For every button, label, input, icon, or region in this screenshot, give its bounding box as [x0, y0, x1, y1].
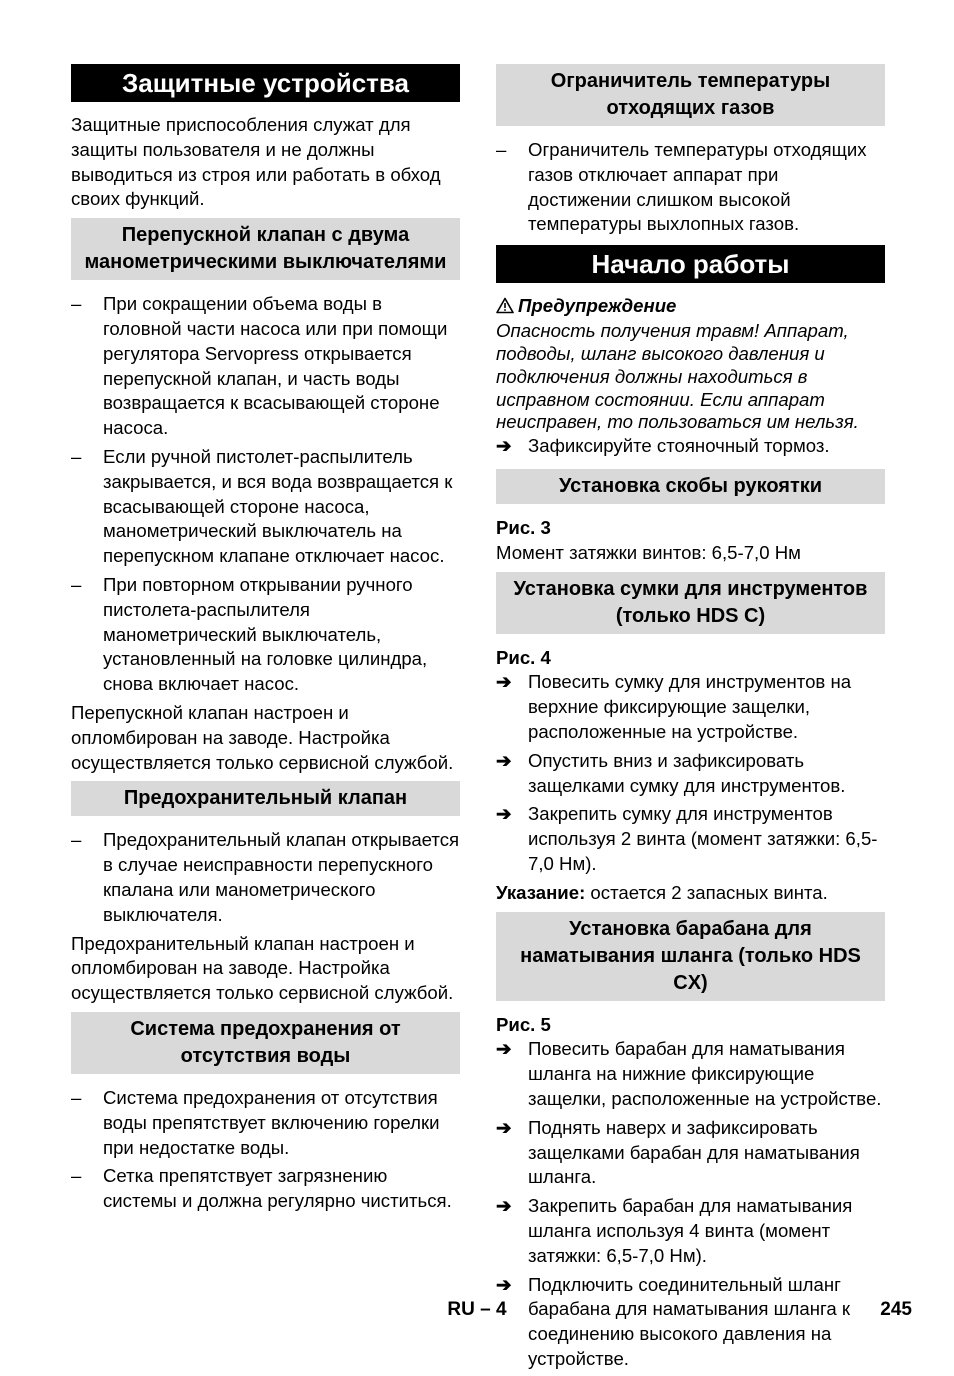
list-item-text: Сетка препятствует загрязнению системы и должна регулярно чиститься. [103, 1165, 452, 1212]
figure-ref: Рис. 5 [496, 1013, 551, 1035]
list-item [496, 749, 885, 799]
warning-text: Опасность получения травм! Аппарат, подводы, шланг высокого давления и подключения должны находиться в исправном состоянии. Если аппарат неисправен, то пользоваться им нельзя. [496, 320, 859, 433]
list-item [71, 573, 460, 697]
heading-exhaust-limiter: Ограничитель температуры отходящих газов [496, 64, 885, 126]
footer-page-number: 245 [880, 1299, 912, 1320]
list-item [496, 434, 885, 459]
list-item-text: При сокращении объема воды в головной части насоса или при помощи регулятора Servopress открывается перепускной клапан, и часть воды возвращается к всасывающей стороне насоса. [103, 293, 448, 439]
list-item-text: Подключить соединительный шланг барабана для наматывания шланга к соединению высокого давления на устройстве. [528, 1273, 851, 1369]
list-item-text: Ограничитель температуры отходящих газов отключает аппарат при достижении слишком высокой температуры выхлопных газов. [528, 139, 867, 235]
arrow-right-icon: ➔ [496, 1195, 512, 1217]
list-item [496, 138, 885, 237]
arrow-right-icon: ➔ [496, 1273, 512, 1295]
bypass-note-paragraph: Перепускной клапан настроен и опломбирован на заводе. Настройка осуществляется только сервисной службой. [71, 701, 454, 773]
note-label: Указание: [496, 881, 586, 903]
dash-marker: – [71, 1086, 82, 1108]
torque-paragraph: Момент затяжки винтов: 6,5-7,0 Нм [496, 541, 801, 563]
list-item [71, 1086, 460, 1160]
list-item-text: Предохранительный клапан открывается в случае неисправности перепускного кпалана или манометрического выключателя. [103, 829, 460, 925]
arrow-right-icon: ➔ [496, 435, 512, 457]
list-item [496, 1273, 885, 1372]
heading-safety-valve: Предохранительный клапан [71, 781, 460, 816]
arrow-right-icon: ➔ [496, 1116, 512, 1138]
list-item [71, 292, 460, 441]
list-item [496, 1116, 885, 1190]
figure-ref: Рис. 4 [496, 646, 551, 668]
warning-title-text: Предупреждение [518, 295, 677, 317]
list-item [496, 670, 885, 744]
heading-tool-bag-install: Установка сумки для инструментов (только HDS C) [496, 572, 885, 634]
intro-paragraph: Защитные приспособления служат для защиты пользователя и не должны выводиться из строя или работать в обход своих функций. [71, 114, 441, 210]
note-paragraph [496, 881, 885, 906]
heading-bypass-valve: Перепускной клапан с двума манометрическими выключателями [71, 218, 460, 280]
list-item-text: Система предохранения от отсутствия воды препятствует включению горелки при недостатке воды. [103, 1086, 440, 1158]
list-item-text: Повесить сумку для инструментов на верхние фиксирующие защелки, расположенные на устройстве. [528, 671, 852, 742]
dash-marker: – [496, 139, 507, 160]
list-item-text: При повторном открывании ручного пистолета-распылителя манометрический выключатель, установленный на головке цилиндра, снова включает насос. [103, 573, 428, 695]
heading-start-operation: Начало работы [496, 245, 885, 283]
safety-note-paragraph: Предохранительный клапан настроен и опломбирован на заводе. Настройка осуществляется только сервисной службой. [71, 932, 454, 1004]
heading-hose-drum-install: Установка барабана для наматывания шланга (только HDS CX) [496, 912, 885, 1001]
list-item-text: Зафиксируйте стояночный тормоз. [528, 435, 830, 457]
heading-protective-devices: Защитные устройства [71, 64, 460, 102]
list-item-text: Закрепить сумку для инструментов используя 2 винта (момент затяжки: 6,5-7,0 Нм). [528, 803, 878, 874]
dash-marker: – [71, 829, 82, 851]
arrow-right-icon: ➔ [496, 749, 512, 771]
warning-triangle-icon [496, 296, 518, 320]
list-item-text: Опустить вниз и зафиксировать защелками сумку для инструментов. [528, 749, 846, 796]
dash-marker: – [71, 573, 82, 595]
list-item [496, 1194, 885, 1268]
arrow-right-icon: ➔ [496, 1038, 512, 1060]
dash-marker: – [71, 1165, 82, 1187]
list-item-text: Повесить барабан для наматывания шланга на нижние фиксирующие защелки, расположенные на устройстве. [528, 1038, 882, 1109]
list-item-text: Поднять наверх и зафиксировать защелками барабан для наматывания шланга. [528, 1116, 860, 1188]
warning-title [496, 294, 885, 320]
list-item-text: Если ручной пистолет-распылитель закрывается, и вся вода возвращается к всасывающей стороне насоса, манометрический выключатель на перепускном клапане отключает насос. [103, 445, 453, 567]
list-item [496, 1037, 885, 1111]
list-item [71, 1164, 460, 1214]
heading-water-shortage-system: Система предохранения от отсутствия воды [71, 1012, 460, 1074]
arrow-right-icon: ➔ [496, 671, 512, 693]
list-item [71, 445, 460, 569]
right-column [496, 64, 885, 1376]
left-column [71, 64, 460, 1218]
footer-language-page: RU – 4 [447, 1299, 507, 1320]
list-item [71, 828, 460, 927]
list-item [496, 802, 885, 876]
heading-handle-install: Установка скобы рукоятки [496, 469, 885, 504]
dash-marker: – [71, 445, 82, 467]
note-text: остается 2 запасных винта. [585, 881, 828, 903]
figure-ref: Рис. 3 [496, 516, 551, 538]
list-item-text: Закрепить барабан для наматывания шланга используя 4 винта (момент затяжки: 6,5-7,0 Нм). [528, 1195, 853, 1266]
arrow-right-icon: ➔ [496, 803, 512, 825]
dash-marker: – [71, 293, 82, 315]
